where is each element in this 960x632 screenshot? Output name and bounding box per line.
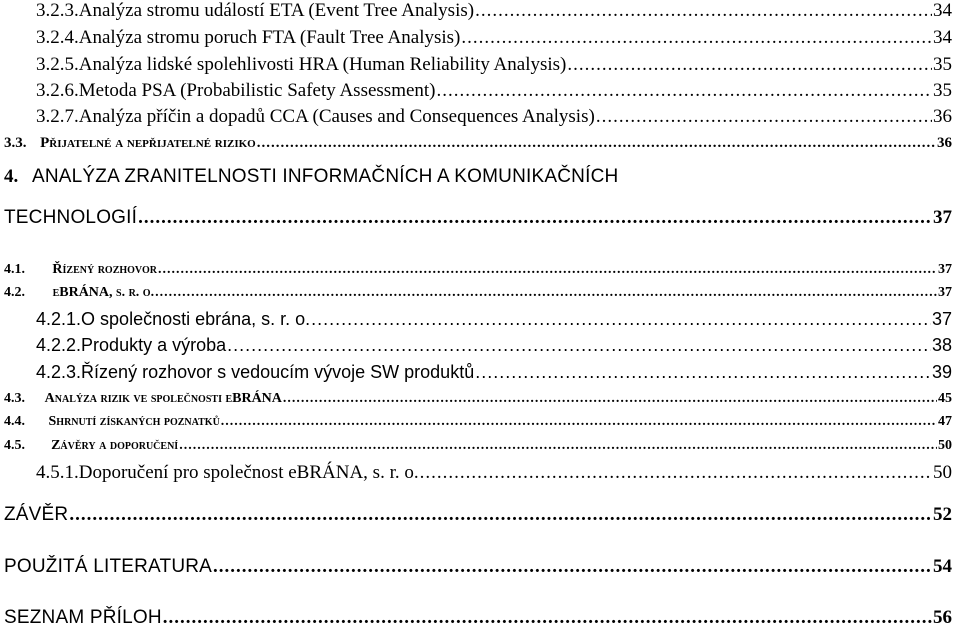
toc-number: 4. xyxy=(4,166,19,187)
toc-entry[interactable] xyxy=(0,309,952,330)
toc-entry[interactable] xyxy=(0,391,952,407)
toc-leader xyxy=(475,362,931,383)
toc-entry[interactable] xyxy=(0,80,952,102)
toc-page: 37 xyxy=(938,262,952,277)
toc-entry[interactable] xyxy=(0,27,952,49)
toc-page: 37 xyxy=(933,207,952,228)
toc-page: 34 xyxy=(933,0,952,21)
toc-entry[interactable] xyxy=(0,462,952,484)
toc-leader xyxy=(227,335,931,356)
toc-leader xyxy=(155,285,937,301)
toc-entry[interactable] xyxy=(0,438,952,454)
toc-leader xyxy=(596,106,932,128)
toc-page: 37 xyxy=(931,309,952,329)
toc-page: 50 xyxy=(938,438,952,453)
toc-leader xyxy=(213,556,932,578)
toc-title: eBRÁNA, s. r. o. xyxy=(52,285,155,300)
toc-entry-chapter[interactable] xyxy=(0,166,952,188)
toc-number: 4.4. xyxy=(4,414,25,429)
toc-number: 4.2.1. xyxy=(36,309,82,329)
toc-leader xyxy=(221,414,937,430)
toc-title: Metoda PSA (Probabilistic Safety Assessment) xyxy=(78,80,436,101)
toc-title: Produkty a výroba xyxy=(81,335,227,355)
toc-number: 4.5. xyxy=(4,438,25,453)
toc-leader xyxy=(158,262,937,278)
toc-number: 3.2.7. xyxy=(36,106,79,127)
toc-page: 45 xyxy=(938,391,952,406)
toc-title: Analýza příčin a dopadů CCA (Causes and Consequences Analysis) xyxy=(78,106,595,127)
toc-leader xyxy=(138,207,932,229)
toc-entry[interactable] xyxy=(0,285,952,301)
toc-page: 36 xyxy=(937,135,952,151)
toc-page: 38 xyxy=(931,335,952,355)
toc-title: Analýza rizik ve společnosti eBRÁNA xyxy=(44,391,282,406)
toc-entry-continuation[interactable] xyxy=(0,207,952,229)
toc-title: Řízený rozhovor xyxy=(52,262,157,277)
toc-entry[interactable] xyxy=(0,54,952,76)
toc-title: Přijatelné a nepřijatelné riziko xyxy=(40,135,256,151)
toc-page: 35 xyxy=(933,54,952,75)
toc-number: 3.2.5. xyxy=(36,54,79,75)
toc-title: Závěry a doporučení xyxy=(51,438,179,453)
toc-entry-chapter[interactable] xyxy=(0,556,952,578)
toc-page: 54 xyxy=(933,556,952,577)
toc-title: Doporučení pro společnost eBRÁNA, s. r. o. xyxy=(78,462,419,483)
toc-page: 56 xyxy=(933,607,952,628)
toc-entry[interactable] xyxy=(0,262,952,278)
toc-entry[interactable] xyxy=(0,0,952,22)
toc-page: 50 xyxy=(933,462,952,483)
toc-leader xyxy=(461,27,932,49)
toc-title: ZÁVĚR xyxy=(4,504,69,525)
toc-page: 36 xyxy=(933,106,952,127)
toc-leader xyxy=(475,0,932,22)
toc-leader xyxy=(420,462,932,484)
toc-leader xyxy=(163,607,932,629)
toc-title: TECHNOLOGIÍ xyxy=(4,207,138,228)
toc-leader xyxy=(311,309,931,330)
toc-leader xyxy=(567,54,932,76)
toc-leader xyxy=(257,135,936,152)
toc-page: 34 xyxy=(933,27,952,48)
toc-title: Řízený rozhovor s vedoucím vývoje SW produktů xyxy=(81,362,475,382)
toc-title: SEZNAM PŘÍLOH xyxy=(4,607,162,628)
toc-page: 35 xyxy=(933,80,952,101)
toc-entry[interactable] xyxy=(0,106,952,128)
toc-title: Analýza stromu událostí ETA (Event Tree Analysis) xyxy=(78,0,475,21)
toc-entry[interactable] xyxy=(0,414,952,430)
toc-number: 4.1. xyxy=(4,262,25,277)
toc-number: 4.2.2. xyxy=(36,335,82,355)
toc-entry[interactable] xyxy=(0,362,952,383)
toc-entry[interactable] xyxy=(0,135,952,152)
toc-entry-chapter[interactable] xyxy=(0,607,952,629)
toc-page: 47 xyxy=(938,414,952,429)
toc-title: Shrnutí získaných poznatků xyxy=(48,414,220,429)
toc-title: POUŽITÁ LITERATURA xyxy=(4,556,213,577)
toc-number: 3.3. xyxy=(4,135,27,151)
toc-entry-chapter[interactable] xyxy=(0,504,952,526)
toc-number: 4.2. xyxy=(4,285,25,300)
toc-number: 3.2.4. xyxy=(36,27,79,48)
toc-title: O společnosti ebrána, s. r. o. xyxy=(81,309,311,329)
toc-entry[interactable] xyxy=(0,335,952,356)
toc-number: 3.2.6. xyxy=(36,80,79,101)
toc-number: 3.2.3. xyxy=(36,0,79,21)
toc-number: 4.5.1. xyxy=(36,462,79,483)
toc-page: 37 xyxy=(938,285,952,300)
toc-page: 39 xyxy=(931,362,952,382)
toc-leader xyxy=(69,504,932,526)
toc-number: 4.3. xyxy=(4,391,25,406)
toc-page: 52 xyxy=(933,504,952,525)
toc-number: 4.2.3. xyxy=(36,362,82,382)
toc-leader xyxy=(179,438,937,454)
toc-title: Analýza stromu poruch FTA (Fault Tree Analysis) xyxy=(78,27,461,48)
toc-title: ANALÝZA ZRANITELNOSTI INFORMAČNÍCH A KOMUNIKAČNÍCH xyxy=(32,166,619,187)
toc-leader xyxy=(437,80,932,102)
toc-title: Analýza lidské spolehlivosti HRA (Human Reliability Analysis) xyxy=(78,54,567,75)
toc-leader xyxy=(283,391,937,407)
